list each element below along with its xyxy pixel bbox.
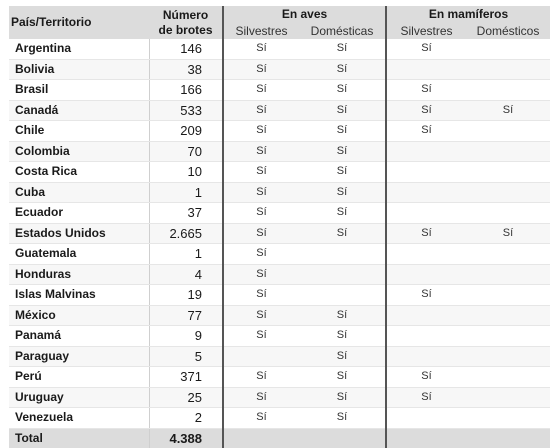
birds-wild-cell: Sí xyxy=(223,264,299,285)
country-cell: Estados Unidos xyxy=(9,223,149,244)
birds-domestic-cell: Sí xyxy=(299,326,386,347)
mammals-domestic-cell: Sí xyxy=(466,100,550,121)
table-row xyxy=(9,182,550,203)
mammals-domestic-cell: Sí xyxy=(466,223,550,244)
country-cell: Islas Malvinas xyxy=(9,285,149,306)
outbreaks-cell: 146 xyxy=(149,39,223,59)
outbreaks-cell: 25 xyxy=(149,387,223,408)
mammals-domestic-cell xyxy=(466,387,550,408)
mammals-domestic-cell xyxy=(466,244,550,265)
country-cell: Perú xyxy=(9,367,149,388)
outbreaks-cell: 38 xyxy=(149,59,223,80)
table-footer xyxy=(9,428,550,448)
birds-wild-cell: Sí xyxy=(223,39,299,59)
birds-domestic-cell: Sí xyxy=(299,182,386,203)
table-row xyxy=(9,408,550,429)
birds-domestic-cell: Sí xyxy=(299,100,386,121)
mammals-wild-cell xyxy=(386,326,466,347)
table-row xyxy=(9,285,550,306)
mammals-domestic-cell xyxy=(466,326,550,347)
mammals-wild-cell xyxy=(386,346,466,367)
outbreaks-cell: 9 xyxy=(149,326,223,347)
table-row xyxy=(9,387,550,408)
birds-wild-cell: Sí xyxy=(223,223,299,244)
birds-wild-cell: Sí xyxy=(223,387,299,408)
country-cell: Cuba xyxy=(9,182,149,203)
country-cell: Paraguay xyxy=(9,346,149,367)
mammals-group-header: En mamíferos xyxy=(386,6,550,23)
mammals-wild-cell xyxy=(386,264,466,285)
outbreaks-cell: 1 xyxy=(149,244,223,265)
mammals-wild-cell xyxy=(386,162,466,183)
total-empty-cell xyxy=(466,428,550,448)
outbreaks-table xyxy=(9,6,550,448)
country-cell: Venezuela xyxy=(9,408,149,429)
total-empty-cell xyxy=(299,428,386,448)
total-row xyxy=(9,428,550,448)
outbreaks-cell: 19 xyxy=(149,285,223,306)
outbreaks-header-line2: de brotes xyxy=(158,22,213,37)
mammals-domestic-cell xyxy=(466,285,550,306)
birds-domestic-cell: Sí xyxy=(299,305,386,326)
total-empty-cell xyxy=(386,428,466,448)
table-row xyxy=(9,100,550,121)
country-cell: Uruguay xyxy=(9,387,149,408)
mammals-domestic-cell xyxy=(466,203,550,224)
country-cell: Canadá xyxy=(9,100,149,121)
table-row xyxy=(9,305,550,326)
mammals-wild-cell: Sí xyxy=(386,223,466,244)
birds-group-header: En aves xyxy=(223,6,386,23)
mammals-domestic-cell xyxy=(466,264,550,285)
mammals-wild-cell xyxy=(386,408,466,429)
birds-domestic-cell: Sí xyxy=(299,59,386,80)
country-column-header: País/Territorio xyxy=(9,6,149,39)
table-row xyxy=(9,367,550,388)
table-row xyxy=(9,244,550,265)
birds-domestic-cell: Sí xyxy=(299,346,386,367)
table-row xyxy=(9,264,550,285)
mammals-wild-cell: Sí xyxy=(386,39,466,59)
mammals-wild-header: Silvestres xyxy=(386,23,466,39)
birds-wild-cell: Sí xyxy=(223,326,299,347)
mammals-wild-cell: Sí xyxy=(386,100,466,121)
total-empty-cell xyxy=(223,428,299,448)
mammals-wild-cell: Sí xyxy=(386,387,466,408)
birds-wild-cell: Sí xyxy=(223,121,299,142)
table-row xyxy=(9,141,550,162)
birds-domestic-cell: Sí xyxy=(299,223,386,244)
table-row xyxy=(9,39,550,59)
country-cell: Guatemala xyxy=(9,244,149,265)
mammals-domestic-cell xyxy=(466,162,550,183)
table-row xyxy=(9,59,550,80)
table-row xyxy=(9,203,550,224)
table-header xyxy=(9,6,550,39)
birds-domestic-header: Domésticas xyxy=(299,23,386,39)
mammals-wild-cell: Sí xyxy=(386,367,466,388)
birds-domestic-cell: Sí xyxy=(299,39,386,59)
birds-wild-cell xyxy=(223,346,299,367)
mammals-wild-cell xyxy=(386,244,466,265)
mammals-wild-cell xyxy=(386,141,466,162)
country-cell: Colombia xyxy=(9,141,149,162)
outbreaks-cell: 371 xyxy=(149,367,223,388)
country-cell: Ecuador xyxy=(9,203,149,224)
birds-wild-cell: Sí xyxy=(223,100,299,121)
mammals-domestic-cell xyxy=(466,367,550,388)
table-row xyxy=(9,223,550,244)
country-cell: Bolivia xyxy=(9,59,149,80)
country-cell: Costa Rica xyxy=(9,162,149,183)
mammals-wild-cell xyxy=(386,182,466,203)
outbreaks-cell: 2.665 xyxy=(149,223,223,244)
mammals-wild-cell xyxy=(386,59,466,80)
outbreaks-cell: 37 xyxy=(149,203,223,224)
table-body xyxy=(9,39,550,428)
birds-domestic-cell xyxy=(299,244,386,265)
country-cell: Honduras xyxy=(9,264,149,285)
birds-domestic-cell: Sí xyxy=(299,387,386,408)
table-row xyxy=(9,162,550,183)
country-cell: Argentina xyxy=(9,39,149,59)
mammals-wild-cell: Sí xyxy=(386,285,466,306)
birds-domestic-cell: Sí xyxy=(299,203,386,224)
outbreaks-cell: 4 xyxy=(149,264,223,285)
mammals-domestic-cell xyxy=(466,305,550,326)
mammals-domestic-cell xyxy=(466,80,550,101)
birds-wild-header: Silvestres xyxy=(223,23,299,39)
total-outbreaks: 4.388 xyxy=(149,428,223,448)
outbreaks-table-container xyxy=(9,6,550,448)
birds-domestic-cell: Sí xyxy=(299,80,386,101)
outbreaks-cell: 166 xyxy=(149,80,223,101)
table-row xyxy=(9,80,550,101)
mammals-domestic-cell xyxy=(466,121,550,142)
mammals-domestic-cell xyxy=(466,59,550,80)
birds-wild-cell: Sí xyxy=(223,305,299,326)
birds-wild-cell: Sí xyxy=(223,141,299,162)
outbreaks-cell: 77 xyxy=(149,305,223,326)
mammals-wild-cell: Sí xyxy=(386,80,466,101)
birds-domestic-cell xyxy=(299,285,386,306)
country-cell: Panamá xyxy=(9,326,149,347)
birds-wild-cell: Sí xyxy=(223,408,299,429)
birds-wild-cell: Sí xyxy=(223,182,299,203)
birds-wild-cell: Sí xyxy=(223,80,299,101)
birds-wild-cell: Sí xyxy=(223,162,299,183)
birds-domestic-cell: Sí xyxy=(299,367,386,388)
mammals-wild-cell xyxy=(386,203,466,224)
table-row xyxy=(9,326,550,347)
mammals-domestic-cell xyxy=(466,408,550,429)
outbreaks-cell: 70 xyxy=(149,141,223,162)
birds-wild-cell: Sí xyxy=(223,367,299,388)
birds-wild-cell: Sí xyxy=(223,244,299,265)
country-cell: Chile xyxy=(9,121,149,142)
mammals-wild-cell: Sí xyxy=(386,121,466,142)
outbreaks-cell: 2 xyxy=(149,408,223,429)
mammals-wild-cell xyxy=(386,305,466,326)
outbreaks-column-header xyxy=(149,6,223,39)
total-label: Total xyxy=(9,428,149,448)
birds-domestic-cell: Sí xyxy=(299,162,386,183)
table-row xyxy=(9,346,550,367)
birds-wild-cell: Sí xyxy=(223,203,299,224)
outbreaks-cell: 5 xyxy=(149,346,223,367)
mammals-domestic-cell xyxy=(466,141,550,162)
outbreaks-header-line1: Número xyxy=(162,7,209,22)
outbreaks-cell: 1 xyxy=(149,182,223,203)
country-cell: Brasil xyxy=(9,80,149,101)
mammals-domestic-cell xyxy=(466,346,550,367)
birds-wild-cell: Sí xyxy=(223,59,299,80)
mammals-domestic-cell xyxy=(466,39,550,59)
mammals-domestic-header: Domésticos xyxy=(466,23,550,39)
outbreaks-cell: 10 xyxy=(149,162,223,183)
birds-domestic-cell: Sí xyxy=(299,141,386,162)
birds-wild-cell: Sí xyxy=(223,285,299,306)
mammals-domestic-cell xyxy=(466,182,550,203)
table-row xyxy=(9,121,550,142)
birds-domestic-cell: Sí xyxy=(299,408,386,429)
outbreaks-cell: 209 xyxy=(149,121,223,142)
outbreaks-cell: 533 xyxy=(149,100,223,121)
birds-domestic-cell: Sí xyxy=(299,121,386,142)
country-cell: México xyxy=(9,305,149,326)
birds-domestic-cell xyxy=(299,264,386,285)
